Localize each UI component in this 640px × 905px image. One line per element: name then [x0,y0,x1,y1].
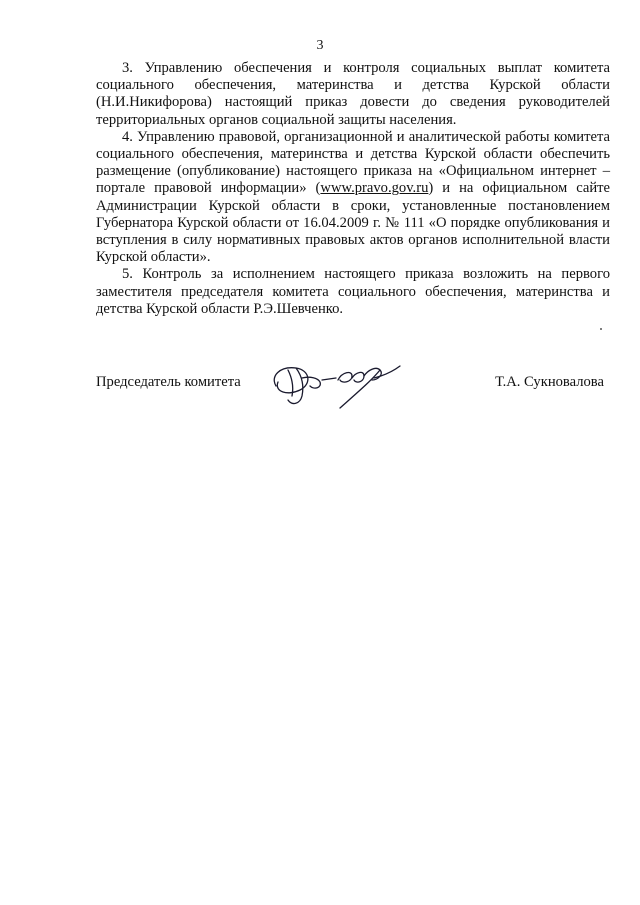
paragraph-4 [96,129,610,267]
paragraph-4-text-start: 4. Управлению правовой, организационной и аналитической работы комитета социального обеспечения, материнства и детства Курской области обеспечить размещение (опубликование) настоящего приказа на «Официальном интернет – портале правовой информации» ( [96,128,610,197]
signatory-name: Т.А. Сукновалова [495,374,604,390]
page-number: 3 [316,38,324,53]
scan-speck [600,328,602,330]
paragraph-4-text-end: ) и на официальном сайте Администрации Курской области в сроки, установленные постановлением Губернатора Курской области от 16.04.2009 г. № 111 «О порядке опубликования и вступления в силу нормативных правовых актов органов исполнительной власти Курской области». [96,180,611,266]
signatory-title: Председатель комитета [96,374,241,390]
signature-block [96,356,610,416]
pravo-gov-link[interactable]: www.pravo.gov.ru [320,180,429,197]
document-body [96,60,610,318]
paragraph-5: 5. Контроль за исполнением настоящего приказа возложить на первого заместителя председателя комитета социального обеспечения, материнства и детства Курской области Р.Э.Шевченко. [96,266,610,317]
handwritten-signature [266,356,406,414]
paragraph-3: 3. Управлению обеспечения и контроля социальных выплат комитета социального обеспечения, материнства и детства Курской области (Н.И.Никифорова) настоящий приказ довести до сведения руководителей территориальных органов социальной защиты населения. [96,60,610,128]
